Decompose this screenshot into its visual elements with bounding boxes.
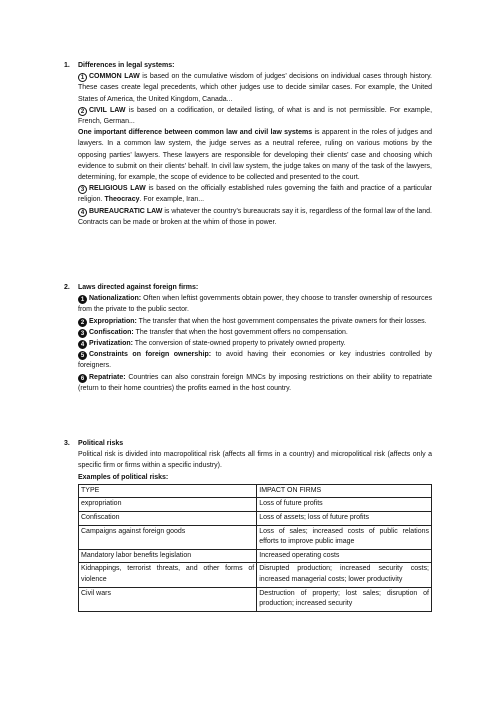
circled-number-icon: 1 <box>78 295 87 304</box>
table-row <box>79 563 432 587</box>
table-cell: Loss of sales; increased costs of public relations efforts to improve public image <box>257 525 432 549</box>
list-item: 6 Repatriate: Countries can also constrain foreign MNCs by imposing restrictions on their ability to repatriate (return to their home countries) the profits earned in the host country. <box>78 373 432 392</box>
table-row <box>79 587 432 611</box>
circled-number-icon: 5 <box>78 351 87 360</box>
circled-number-icon: 6 <box>78 374 87 383</box>
list-item: 1 Nationalization: Often when leftist governments obtain power, they choose to transfer ownership of resources from the private to the public sector. <box>78 295 432 314</box>
section-heading: 2. Laws directed against foreign firms: <box>64 282 432 293</box>
table-cell: expropriation <box>79 498 257 512</box>
section-heading: 1. Differences in legal systems: <box>64 60 432 71</box>
circled-number-icon: 3 <box>78 185 87 194</box>
political-risks-table <box>78 484 432 612</box>
examples-title: Examples of political risks: <box>78 473 169 481</box>
bureaucratic-law-paragraph: 4 BUREAUCRATIC LAW is whatever the country’s bureaucrats say it is, regardless of the formal law of the land. Contracts can be made or broken at the whim of those in power. <box>78 207 432 226</box>
section-title: Political risks <box>78 440 124 447</box>
table-row <box>79 512 432 526</box>
circled-number-icon: 2 <box>78 107 87 116</box>
circled-number-icon: 1 <box>78 73 87 82</box>
table-header-row <box>79 484 432 498</box>
table-cell: Loss of future profits <box>257 498 432 512</box>
section-heading: 3. Political risks <box>64 438 432 449</box>
circled-number-icon: 4 <box>78 340 87 349</box>
table-row <box>79 525 432 549</box>
table-cell: Destruction of property; lost sales; disruption of production; increased security <box>257 587 432 611</box>
intro-paragraph: Political risk is divided into macropolitical risk (affects all firms in a country) and micropolitical risk (affects only a specific firm or firms within a specific industry). <box>78 451 432 470</box>
list-item: 3 Confiscation: The transfer that when the host government offers no compensation. <box>78 327 432 338</box>
section-body <box>78 293 432 394</box>
section-title: Laws directed against foreign firms: <box>78 284 199 291</box>
circled-number-icon: 3 <box>78 329 87 338</box>
table-row <box>79 498 432 512</box>
table-cell: Campaigns against foreign goods <box>79 525 257 549</box>
section-political-risks <box>64 438 432 612</box>
list-item: 4 Privatization: The conversion of state-owned property to privately owned property. <box>78 338 432 349</box>
difference-paragraph: One important difference between common law and civil law systems is apparent in the roles of judges and lawyers. In a common law system, the judge serves as a neutral referee, ruling on various motions by the opposing parties’ lawyers. These lawyers are responsible for developing their clients’ case and choosing which evidence to submit on their clients’ behalf. In civil law system, the judge takes on many of the task of the lawyers, determining, for example, the scope of evidence to be collected and presented to the court. <box>78 129 432 182</box>
circled-number-icon: 4 <box>78 208 87 217</box>
table-cell: Increased operating costs <box>257 549 432 563</box>
list-item: 5 Constraints on foreign ownership: to avoid having their economies or key industries controlled by foreigners. <box>78 351 432 370</box>
section-body <box>78 449 432 612</box>
table-cell: Mandatory labor benefits legislation <box>79 549 257 563</box>
table-header-cell: TYPE <box>79 484 257 498</box>
circled-number-icon: 2 <box>78 318 87 327</box>
section-legal-systems <box>64 60 432 228</box>
table-cell: Disrupted production; increased security costs; increased managerial costs; lower productivity <box>257 563 432 587</box>
table-cell: Loss of assets; loss of future profits <box>257 512 432 526</box>
religious-law-paragraph: 3 RELIGIOUS LAW is based on the officially established rules governing the faith and practice of a particular religion. Theocracy. For example, Iran... <box>78 185 433 204</box>
section-title: Differences in legal systems: <box>78 62 175 69</box>
table-header-cell: IMPACT ON FIRMS <box>257 484 432 498</box>
table-cell: Kidnappings, terrorist threats, and other forms of violence <box>79 563 257 587</box>
list-item: 2 Expropriation: The transfer that when the host government compensates the private owners for their losses. <box>78 316 432 327</box>
table-cell: Confiscation <box>79 512 257 526</box>
section-body <box>78 71 432 228</box>
civil-law-paragraph: 2 CIVIL LAW is based on a codification, or detailed listing, of what is and is not permissible. For example, French, German... <box>78 106 433 126</box>
table-cell: Civil wars <box>79 587 257 611</box>
common-law-paragraph: 1 COMMON LAW is based on the cumulative wisdom of judges’ decisions on individual cases through history. These cases create legal precedents, which other judges use to decide similar cases. For example, the United States of America, the United Kingdom, Canada... <box>78 73 432 103</box>
table-row <box>79 549 432 563</box>
section-laws-foreign-firms <box>64 282 432 394</box>
